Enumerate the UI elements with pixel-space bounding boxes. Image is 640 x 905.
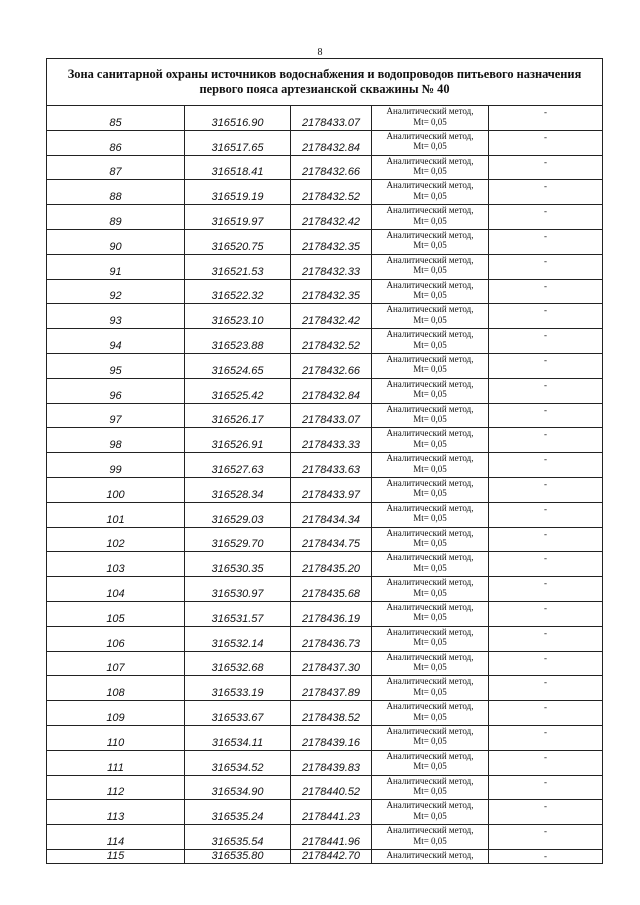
method-text: Аналитический метод, [386,130,474,141]
point-number-cell: 107 [47,651,185,676]
y-coordinate-cell: 2178432.84 [291,130,372,155]
table-row [47,651,603,676]
point-number-cell: 90 [47,229,185,254]
table-row [47,626,603,651]
x-coordinate-cell: 316528.34 [185,477,291,502]
y-coordinate-cell: 2178433.33 [291,428,372,453]
point-number-cell: 89 [47,205,185,230]
point-number-cell: 109 [47,701,185,726]
point-number-cell: 86 [47,130,185,155]
table-row [47,601,603,626]
accuracy-text: Mt= 0,05 [413,116,447,127]
x-coordinate-cell: 316526.17 [185,403,291,428]
accuracy-text: Mt= 0,05 [413,786,447,797]
method-cell [372,453,489,478]
point-number-cell: 91 [47,254,185,279]
note-cell: - [489,701,603,726]
x-coordinate-cell: 316520.75 [185,229,291,254]
x-coordinate-cell: 316529.70 [185,527,291,552]
table-row [47,130,603,155]
y-coordinate-cell: 2178434.75 [291,527,372,552]
y-coordinate-cell: 2178432.33 [291,254,372,279]
note-cell: - [489,428,603,453]
method-cell [372,577,489,602]
method-text: Аналитический метод, [386,651,474,662]
page-number: 8 [317,47,323,58]
note-cell: - [489,601,603,626]
x-coordinate-cell: 316534.52 [185,750,291,775]
accuracy-text: Mt= 0,05 [413,438,447,449]
point-number-cell: 113 [47,800,185,825]
method-text: Аналитический метод, [386,849,474,860]
note-cell: - [489,329,603,354]
point-number-cell: 103 [47,552,185,577]
note-cell: - [489,800,603,825]
method-cell [372,601,489,626]
y-coordinate-cell: 2178432.35 [291,279,372,304]
point-number-cell: 104 [47,577,185,602]
accuracy-text: Mt= 0,05 [413,389,447,400]
table-row [47,552,603,577]
method-cell [372,527,489,552]
method-text: Аналитический метод, [386,502,474,513]
x-coordinate-cell: 316529.03 [185,502,291,527]
accuracy-text: Mt= 0,05 [413,662,447,673]
x-coordinate-cell: 316517.65 [185,130,291,155]
table-row [47,775,603,800]
method-text: Аналитический метод, [386,229,474,240]
y-coordinate-cell: 2178432.66 [291,155,372,180]
method-text: Аналитический метод, [386,527,474,538]
method-text: Аналитический метод, [386,403,474,414]
point-number-cell: 87 [47,155,185,180]
method-cell [372,775,489,800]
x-coordinate-cell: 316519.97 [185,205,291,230]
note-cell: - [489,403,603,428]
x-coordinate-cell: 316518.41 [185,155,291,180]
table-row [47,353,603,378]
point-number-cell: 95 [47,353,185,378]
note-cell: - [489,254,603,279]
method-text: Аналитический метод, [386,725,474,736]
y-coordinate-cell: 2178439.16 [291,725,372,750]
table-row [47,577,603,602]
point-number-cell: 101 [47,502,185,527]
method-cell [372,428,489,453]
point-number-cell: 102 [47,527,185,552]
x-coordinate-cell: 316516.90 [185,106,291,131]
accuracy-text: Mt= 0,05 [413,265,447,276]
accuracy-text: Mt= 0,05 [413,810,447,821]
note-cell: - [489,353,603,378]
accuracy-text: Mt= 0,05 [413,364,447,375]
point-number-cell: 111 [47,750,185,775]
note-cell: - [489,229,603,254]
method-text: Аналитический метод, [386,428,474,439]
accuracy-text: Mt= 0,05 [413,190,447,201]
x-coordinate-cell: 316523.10 [185,304,291,329]
table-row [47,502,603,527]
y-coordinate-cell: 2178435.68 [291,577,372,602]
note-cell: - [489,725,603,750]
method-cell [372,130,489,155]
note-cell: - [489,502,603,527]
method-text: Аналитический метод, [386,775,474,786]
y-coordinate-cell: 2178432.84 [291,378,372,403]
y-coordinate-cell: 2178432.35 [291,229,372,254]
point-number-cell: 100 [47,477,185,502]
accuracy-text: Mt= 0,05 [413,240,447,251]
x-coordinate-cell: 316522.32 [185,279,291,304]
table-row [47,180,603,205]
table-row [47,254,603,279]
method-cell [372,552,489,577]
table-row [47,800,603,825]
y-coordinate-cell: 2178432.42 [291,304,372,329]
method-text: Аналитический метод, [386,353,474,364]
table-header: Зона санитарной охраны источников водоснабжения и водопроводов питьевого назначения первого пояса артезианской скважины № 40 [47,59,603,106]
method-text: Аналитический метод, [386,106,474,116]
x-coordinate-cell: 316534.90 [185,775,291,800]
y-coordinate-cell: 2178442.70 [291,849,372,863]
point-number-cell: 96 [47,378,185,403]
note-cell: - [489,304,603,329]
y-coordinate-cell: 2178434.34 [291,502,372,527]
method-cell [372,329,489,354]
accuracy-text: Mt= 0,05 [413,686,447,697]
accuracy-text: Mt= 0,05 [413,513,447,524]
method-text: Аналитический метод, [386,750,474,761]
table-row [47,304,603,329]
table-row [47,725,603,750]
point-number-cell: 112 [47,775,185,800]
method-cell [372,403,489,428]
y-coordinate-cell: 2178441.96 [291,825,372,850]
table-row [47,279,603,304]
table-row [47,676,603,701]
accuracy-text: Mt= 0,05 [413,538,447,549]
table-row [47,477,603,502]
point-number-cell: 108 [47,676,185,701]
method-cell [372,378,489,403]
y-coordinate-cell: 2178440.52 [291,775,372,800]
x-coordinate-cell: 316530.35 [185,552,291,577]
y-coordinate-cell: 2178436.19 [291,601,372,626]
method-text: Аналитический метод, [386,378,474,389]
note-cell: - [489,477,603,502]
method-cell [372,155,489,180]
note-cell: - [489,825,603,850]
method-cell [372,477,489,502]
point-number-cell: 88 [47,180,185,205]
method-text: Аналитический метод, [386,453,474,464]
point-number-cell: 110 [47,725,185,750]
method-text: Аналитический метод, [386,825,474,836]
method-cell [372,849,489,863]
method-text: Аналитический метод, [386,205,474,216]
x-coordinate-cell: 316525.42 [185,378,291,403]
note-cell: - [489,577,603,602]
x-coordinate-cell: 316519.19 [185,180,291,205]
point-number-cell: 106 [47,626,185,651]
note-cell: - [489,775,603,800]
method-text: Аналитический метод, [386,304,474,315]
x-coordinate-cell: 316524.65 [185,353,291,378]
y-coordinate-cell: 2178433.07 [291,403,372,428]
y-coordinate-cell: 2178432.66 [291,353,372,378]
y-coordinate-cell: 2178436.73 [291,626,372,651]
point-number-cell: 97 [47,403,185,428]
accuracy-text: Mt= 0,05 [413,166,447,177]
accuracy-text: Mt= 0,05 [413,488,447,499]
x-coordinate-cell: 316532.68 [185,651,291,676]
table-row [47,155,603,180]
y-coordinate-cell: 2178435.20 [291,552,372,577]
x-coordinate-cell: 316530.97 [185,577,291,602]
method-text: Аналитический метод, [386,155,474,166]
x-coordinate-cell: 316526.91 [185,428,291,453]
method-cell [372,279,489,304]
x-coordinate-cell: 316533.19 [185,676,291,701]
accuracy-text: Mt= 0,05 [413,463,447,474]
accuracy-text: Mt= 0,05 [413,314,447,325]
point-number-cell: 94 [47,329,185,354]
table-row [47,329,603,354]
point-number-cell: 99 [47,453,185,478]
table-row [47,701,603,726]
method-text: Аналитический метод, [386,329,474,340]
method-text: Аналитический метод, [386,800,474,811]
method-cell [372,180,489,205]
note-cell: - [489,106,603,131]
accuracy-text: Mt= 0,05 [413,339,447,350]
table-row [47,527,603,552]
table-row [47,428,603,453]
method-cell [372,626,489,651]
method-cell [372,229,489,254]
note-cell: - [489,279,603,304]
x-coordinate-cell: 316533.67 [185,701,291,726]
method-text: Аналитический метод, [386,279,474,290]
note-cell: - [489,651,603,676]
table-row [47,106,603,131]
point-number-cell: 115 [47,849,185,863]
table-row [47,849,603,863]
y-coordinate-cell: 2178432.52 [291,329,372,354]
point-number-cell: 105 [47,601,185,626]
y-coordinate-cell: 2178432.42 [291,205,372,230]
note-cell: - [489,626,603,651]
method-text: Аналитический метод, [386,676,474,687]
accuracy-text: Mt= 0,05 [413,587,447,598]
accuracy-text: Mt= 0,05 [413,414,447,425]
y-coordinate-cell: 2178437.89 [291,676,372,701]
method-cell [372,676,489,701]
y-coordinate-cell: 2178433.97 [291,477,372,502]
accuracy-text: Mt= 0,05 [413,761,447,772]
note-cell: - [489,527,603,552]
accuracy-text: Mt= 0,05 [413,736,447,747]
accuracy-text: Mt= 0,05 [413,612,447,623]
x-coordinate-cell: 316535.24 [185,800,291,825]
point-number-cell: 114 [47,825,185,850]
note-cell: - [489,676,603,701]
accuracy-text: Mt= 0,05 [413,290,447,301]
x-coordinate-cell: 316521.53 [185,254,291,279]
table-row [47,453,603,478]
method-text: Аналитический метод, [386,254,474,265]
note-cell: - [489,453,603,478]
method-text: Аналитический метод, [386,701,474,712]
x-coordinate-cell: 316523.88 [185,329,291,354]
method-cell [372,205,489,230]
table-header-row [47,59,603,106]
method-text: Аналитический метод, [386,552,474,563]
note-cell: - [489,155,603,180]
method-cell [372,701,489,726]
accuracy-text: Mt= 0,05 [413,141,447,152]
method-cell [372,304,489,329]
method-text: Аналитический метод, [386,601,474,612]
method-cell [372,651,489,676]
method-text: Аналитический метод, [386,626,474,637]
method-text: Аналитический метод, [386,577,474,588]
y-coordinate-cell: 2178439.83 [291,750,372,775]
accuracy-text: Mt= 0,05 [413,835,447,846]
note-cell: - [489,130,603,155]
table-row [47,205,603,230]
x-coordinate-cell: 316535.80 [185,849,291,863]
y-coordinate-cell: 2178433.07 [291,106,372,131]
table-row [47,229,603,254]
accuracy-text: Mt= 0,05 [413,215,447,226]
y-coordinate-cell: 2178441.23 [291,800,372,825]
note-cell: - [489,378,603,403]
table-row [47,378,603,403]
table-row [47,825,603,850]
note-cell: - [489,180,603,205]
method-cell [372,353,489,378]
point-number-cell: 98 [47,428,185,453]
table-row [47,750,603,775]
y-coordinate-cell: 2178437.30 [291,651,372,676]
coordinates-table [46,58,603,864]
y-coordinate-cell: 2178433.63 [291,453,372,478]
method-cell [372,750,489,775]
note-cell: - [489,552,603,577]
note-cell: - [489,205,603,230]
method-cell [372,502,489,527]
method-text: Аналитический метод, [386,180,474,191]
note-cell: - [489,849,603,863]
x-coordinate-cell: 316531.57 [185,601,291,626]
point-number-cell: 93 [47,304,185,329]
method-cell [372,800,489,825]
table-row [47,403,603,428]
accuracy-text: Mt= 0,05 [413,637,447,648]
accuracy-text: Mt= 0,05 [413,562,447,573]
x-coordinate-cell: 316534.11 [185,725,291,750]
x-coordinate-cell: 316535.54 [185,825,291,850]
y-coordinate-cell: 2178438.52 [291,701,372,726]
point-number-cell: 85 [47,106,185,131]
x-coordinate-cell: 316527.63 [185,453,291,478]
y-coordinate-cell: 2178432.52 [291,180,372,205]
point-number-cell: 92 [47,279,185,304]
method-text: Аналитический метод, [386,477,474,488]
method-cell [372,254,489,279]
method-cell [372,725,489,750]
method-cell [372,825,489,850]
x-coordinate-cell: 316532.14 [185,626,291,651]
accuracy-text: Mt= 0,05 [413,711,447,722]
method-cell [372,106,489,131]
note-cell: - [489,750,603,775]
